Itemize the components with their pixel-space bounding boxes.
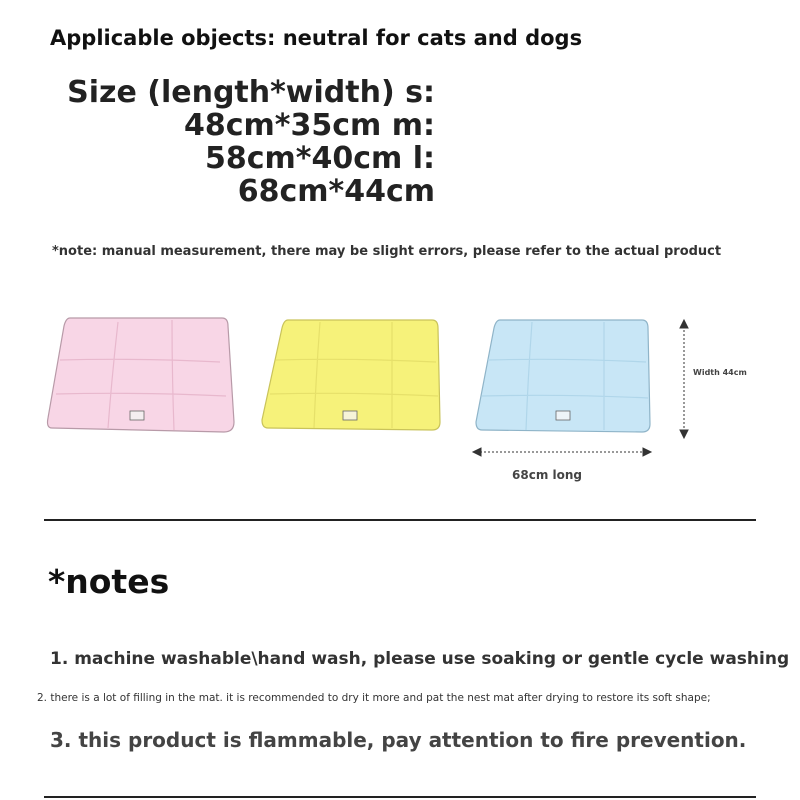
size-line-3: 58cm*40cm l: bbox=[205, 141, 435, 176]
note-item-2: 2. there is a lot of filling in the mat. it is recommended to dry it more and pat the nest mat after drying to restore its soft shape; bbox=[37, 692, 711, 704]
length-arrow bbox=[473, 448, 651, 456]
pink-mat bbox=[48, 318, 235, 432]
width-arrow bbox=[680, 320, 688, 438]
divider-top bbox=[44, 519, 756, 521]
divider-bottom bbox=[44, 796, 756, 798]
notes-title: *notes bbox=[48, 562, 170, 601]
size-line-1: Size (length*width) s: bbox=[67, 75, 435, 110]
size-line-2: 48cm*35cm m: bbox=[184, 108, 435, 143]
length-label: 68cm long bbox=[512, 468, 582, 482]
note-item-3: 3. this product is flammable, pay attention to fire prevention. bbox=[50, 728, 747, 752]
mat-illustrations bbox=[0, 300, 800, 500]
mat-label-tag bbox=[130, 411, 144, 420]
measurement-note: *note: manual measurement, there may be slight errors, please refer to the actual product bbox=[52, 244, 722, 259]
applicable-objects: Applicable objects: neutral for cats and dogs bbox=[50, 26, 583, 50]
size-specs bbox=[60, 76, 435, 208]
blue-mat bbox=[476, 320, 650, 432]
size-line-4: 68cm*44cm bbox=[237, 174, 435, 209]
note-item-1: 1. machine washable\hand wash, please use soaking or gentle cycle washing bbox=[50, 649, 790, 669]
yellow-mat bbox=[262, 320, 440, 430]
width-label: Width 44cm bbox=[693, 368, 747, 377]
mat-label-tag bbox=[556, 411, 570, 420]
mat-label-tag bbox=[343, 411, 357, 420]
